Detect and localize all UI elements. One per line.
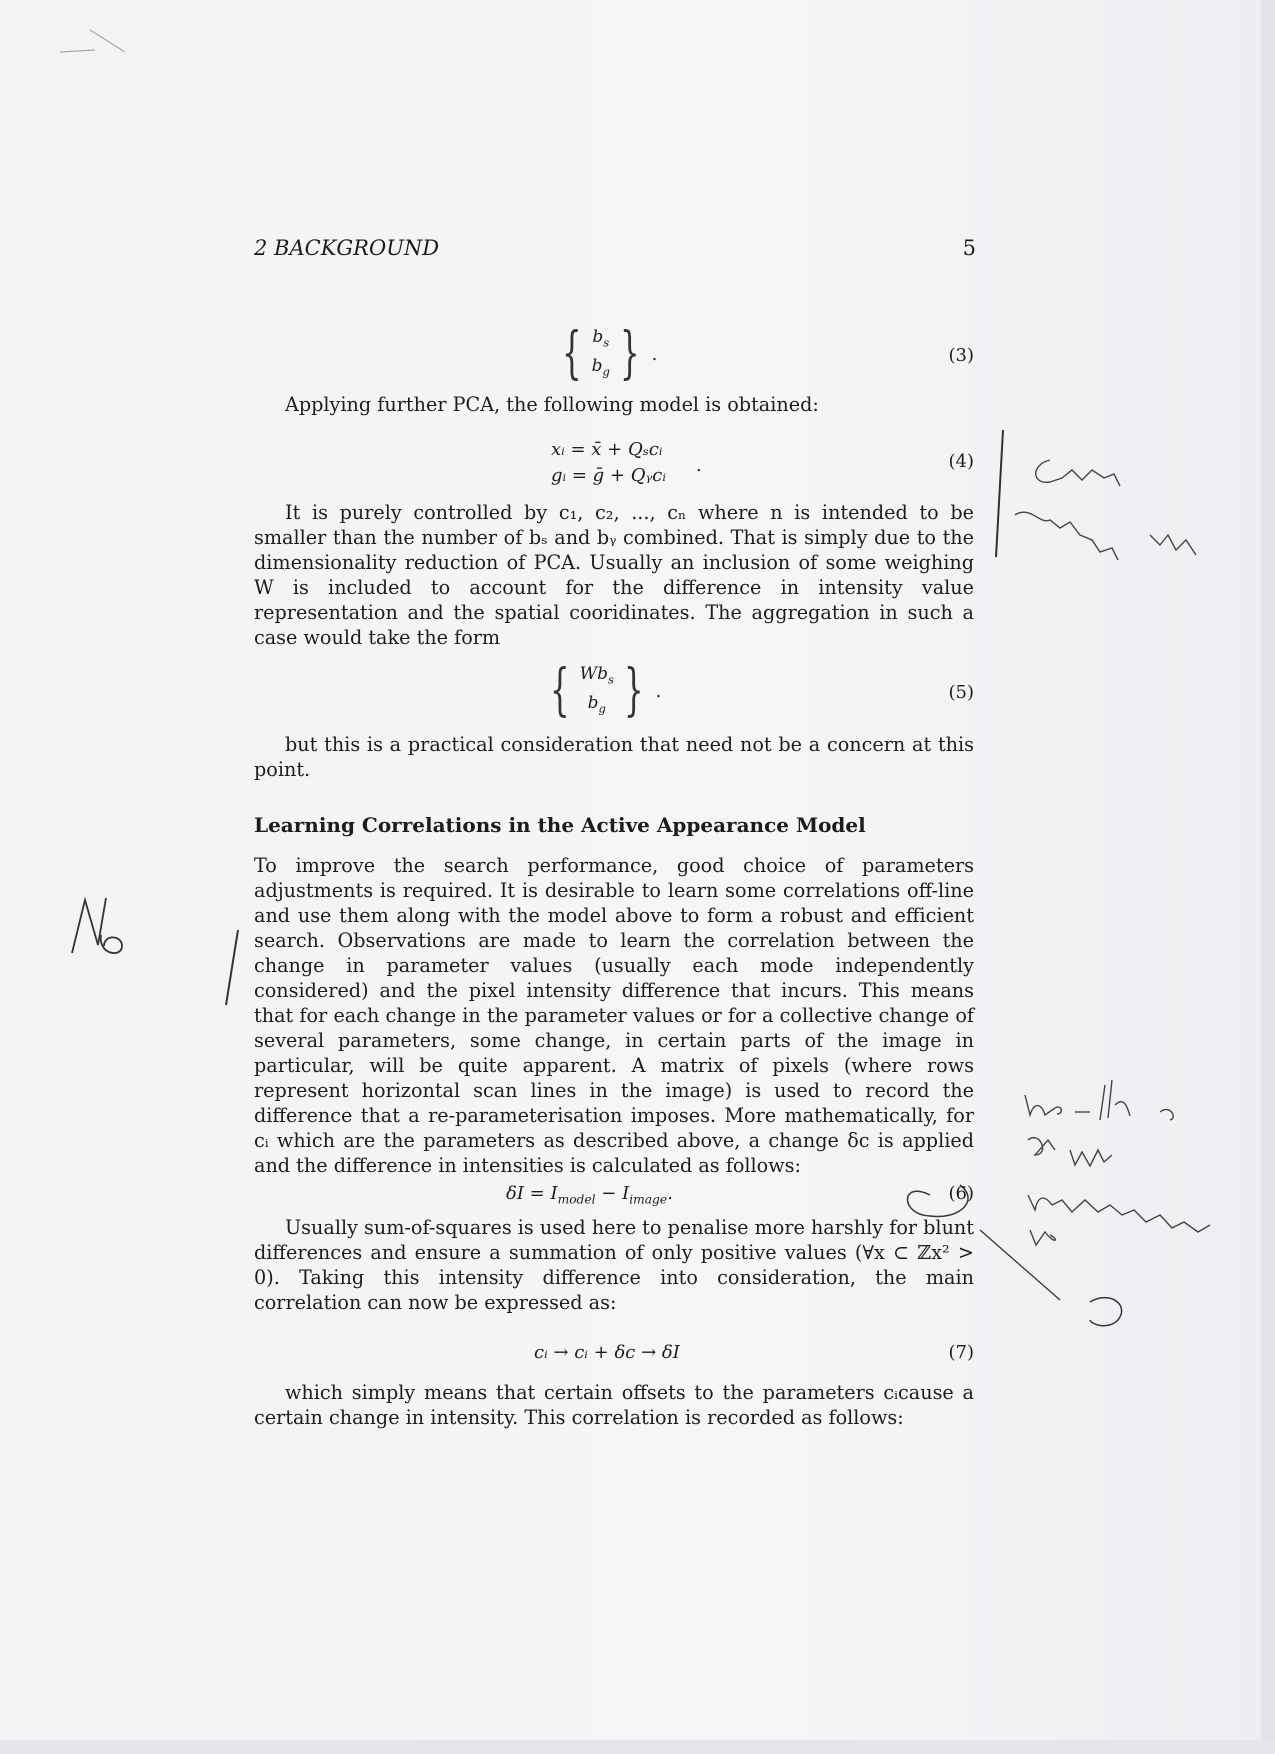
equation-3: { $b_s$ $b_g$ } . (3): [562, 321, 974, 387]
paragraph-4: To improve the search performance, good choice of parameters adjustments is required. It is desirable to learn some correlations off-line and use them along with the model above to form a robust and efficient search. Observations are made to learn the correlation between the change in parameter values (usually each mode independently considered) and the pixel intensity difference that incurs. This means that for each change in the parameter values or for a collective change of several parameters, some change, in certain parts of the image in particular, will be quite apparent. A matrix of pixels (where rows represent horizontal scan lines in the image) is used to record the difference that a re-parameterisation imposes. More mathematically, for cᵢ which are the parameters as described above, a change δc is applied and the difference in intensities is calculated as follows:: [254, 854, 974, 1177]
equation-7: [254, 1342, 974, 1372]
equation-number: (5): [948, 682, 974, 703]
handwritten-note-subscripts: [1015, 460, 1196, 560]
page-edge-right: [1261, 0, 1275, 1754]
pointer-line: [980, 1230, 1060, 1300]
section-header: 2 BACKGROUND: [254, 236, 440, 260]
left-brace: {: [562, 321, 582, 387]
handwritten-no: [72, 898, 122, 953]
equation-5: { $Wb_s$ $b_g$ } . (5): [550, 658, 974, 724]
page-number: 5: [962, 236, 976, 260]
paragraph-2: It is purely controlled by c₁, c₂, ..., cₙ where n is intended to be smaller than the number of bₛ and bᵧ combined. That is simply due to the dimensionality reduction of PCA. Usually an inclusion of some weighing W is included to account for the difference in intensity value representation and the spatial cooridinates. The aggregation in such a case would take the form: [254, 501, 974, 649]
page-edge-bottom: [0, 1740, 1275, 1754]
right-brace: }: [619, 321, 640, 387]
paragraph-1: Applying further PCA, the following model is obtained:: [285, 393, 819, 416]
equation-4-line-1: xᵢ = x̄ + Qₛcᵢ: [551, 439, 663, 460]
equation-4-line-2: gᵢ = ḡ + Qᵧcᵢ: [551, 465, 666, 486]
vector: $b_s$ $b_g$: [591, 327, 610, 379]
hand-arc: [1090, 1298, 1122, 1326]
equation-number: (3): [948, 345, 974, 366]
left-brace: {: [550, 658, 570, 724]
paragraph-6: which simply means that certain offsets to the parameters cᵢcause a certain change in intensity. This correlation is recorded as follows:: [254, 1381, 974, 1429]
paragraph-3: but this is a practical consideration that need not be a concern at this point.: [254, 733, 974, 781]
right-brace: }: [623, 658, 644, 724]
margin-bar-right: [996, 430, 1003, 557]
margin-bar-left: [226, 930, 238, 1005]
equation-number: (6): [948, 1183, 974, 1204]
handwritten-note-reparam: [1025, 1080, 1210, 1245]
scratch-mark: [60, 30, 125, 52]
equation-7-body: cᵢ → cᵢ + δc → δI: [534, 1342, 680, 1363]
paragraph-5: Usually sum-of-squares is used here to penalise more harshly for blunt differences and ensure a summation of only positive values (∀x ⊂ ℤx² > 0). Taking this intensity difference into consideration, the main correlation can now be expressed as:: [254, 1216, 974, 1314]
subsection-title: Learning Correlations in the Active Appearance Model: [254, 813, 866, 837]
equation-number: (4): [948, 451, 974, 472]
equation-4: xᵢ = x̄ + Qₛcᵢ gᵢ = ḡ + Qᵧcᵢ . (4): [254, 437, 974, 497]
running-header: [254, 236, 976, 260]
vector: $Wb_s$ $b_g$: [579, 664, 614, 716]
equation-6: $\delta I = I_{model} - I_{image}$. (6): [506, 1183, 974, 1207]
equation-number: (7): [948, 1342, 974, 1363]
